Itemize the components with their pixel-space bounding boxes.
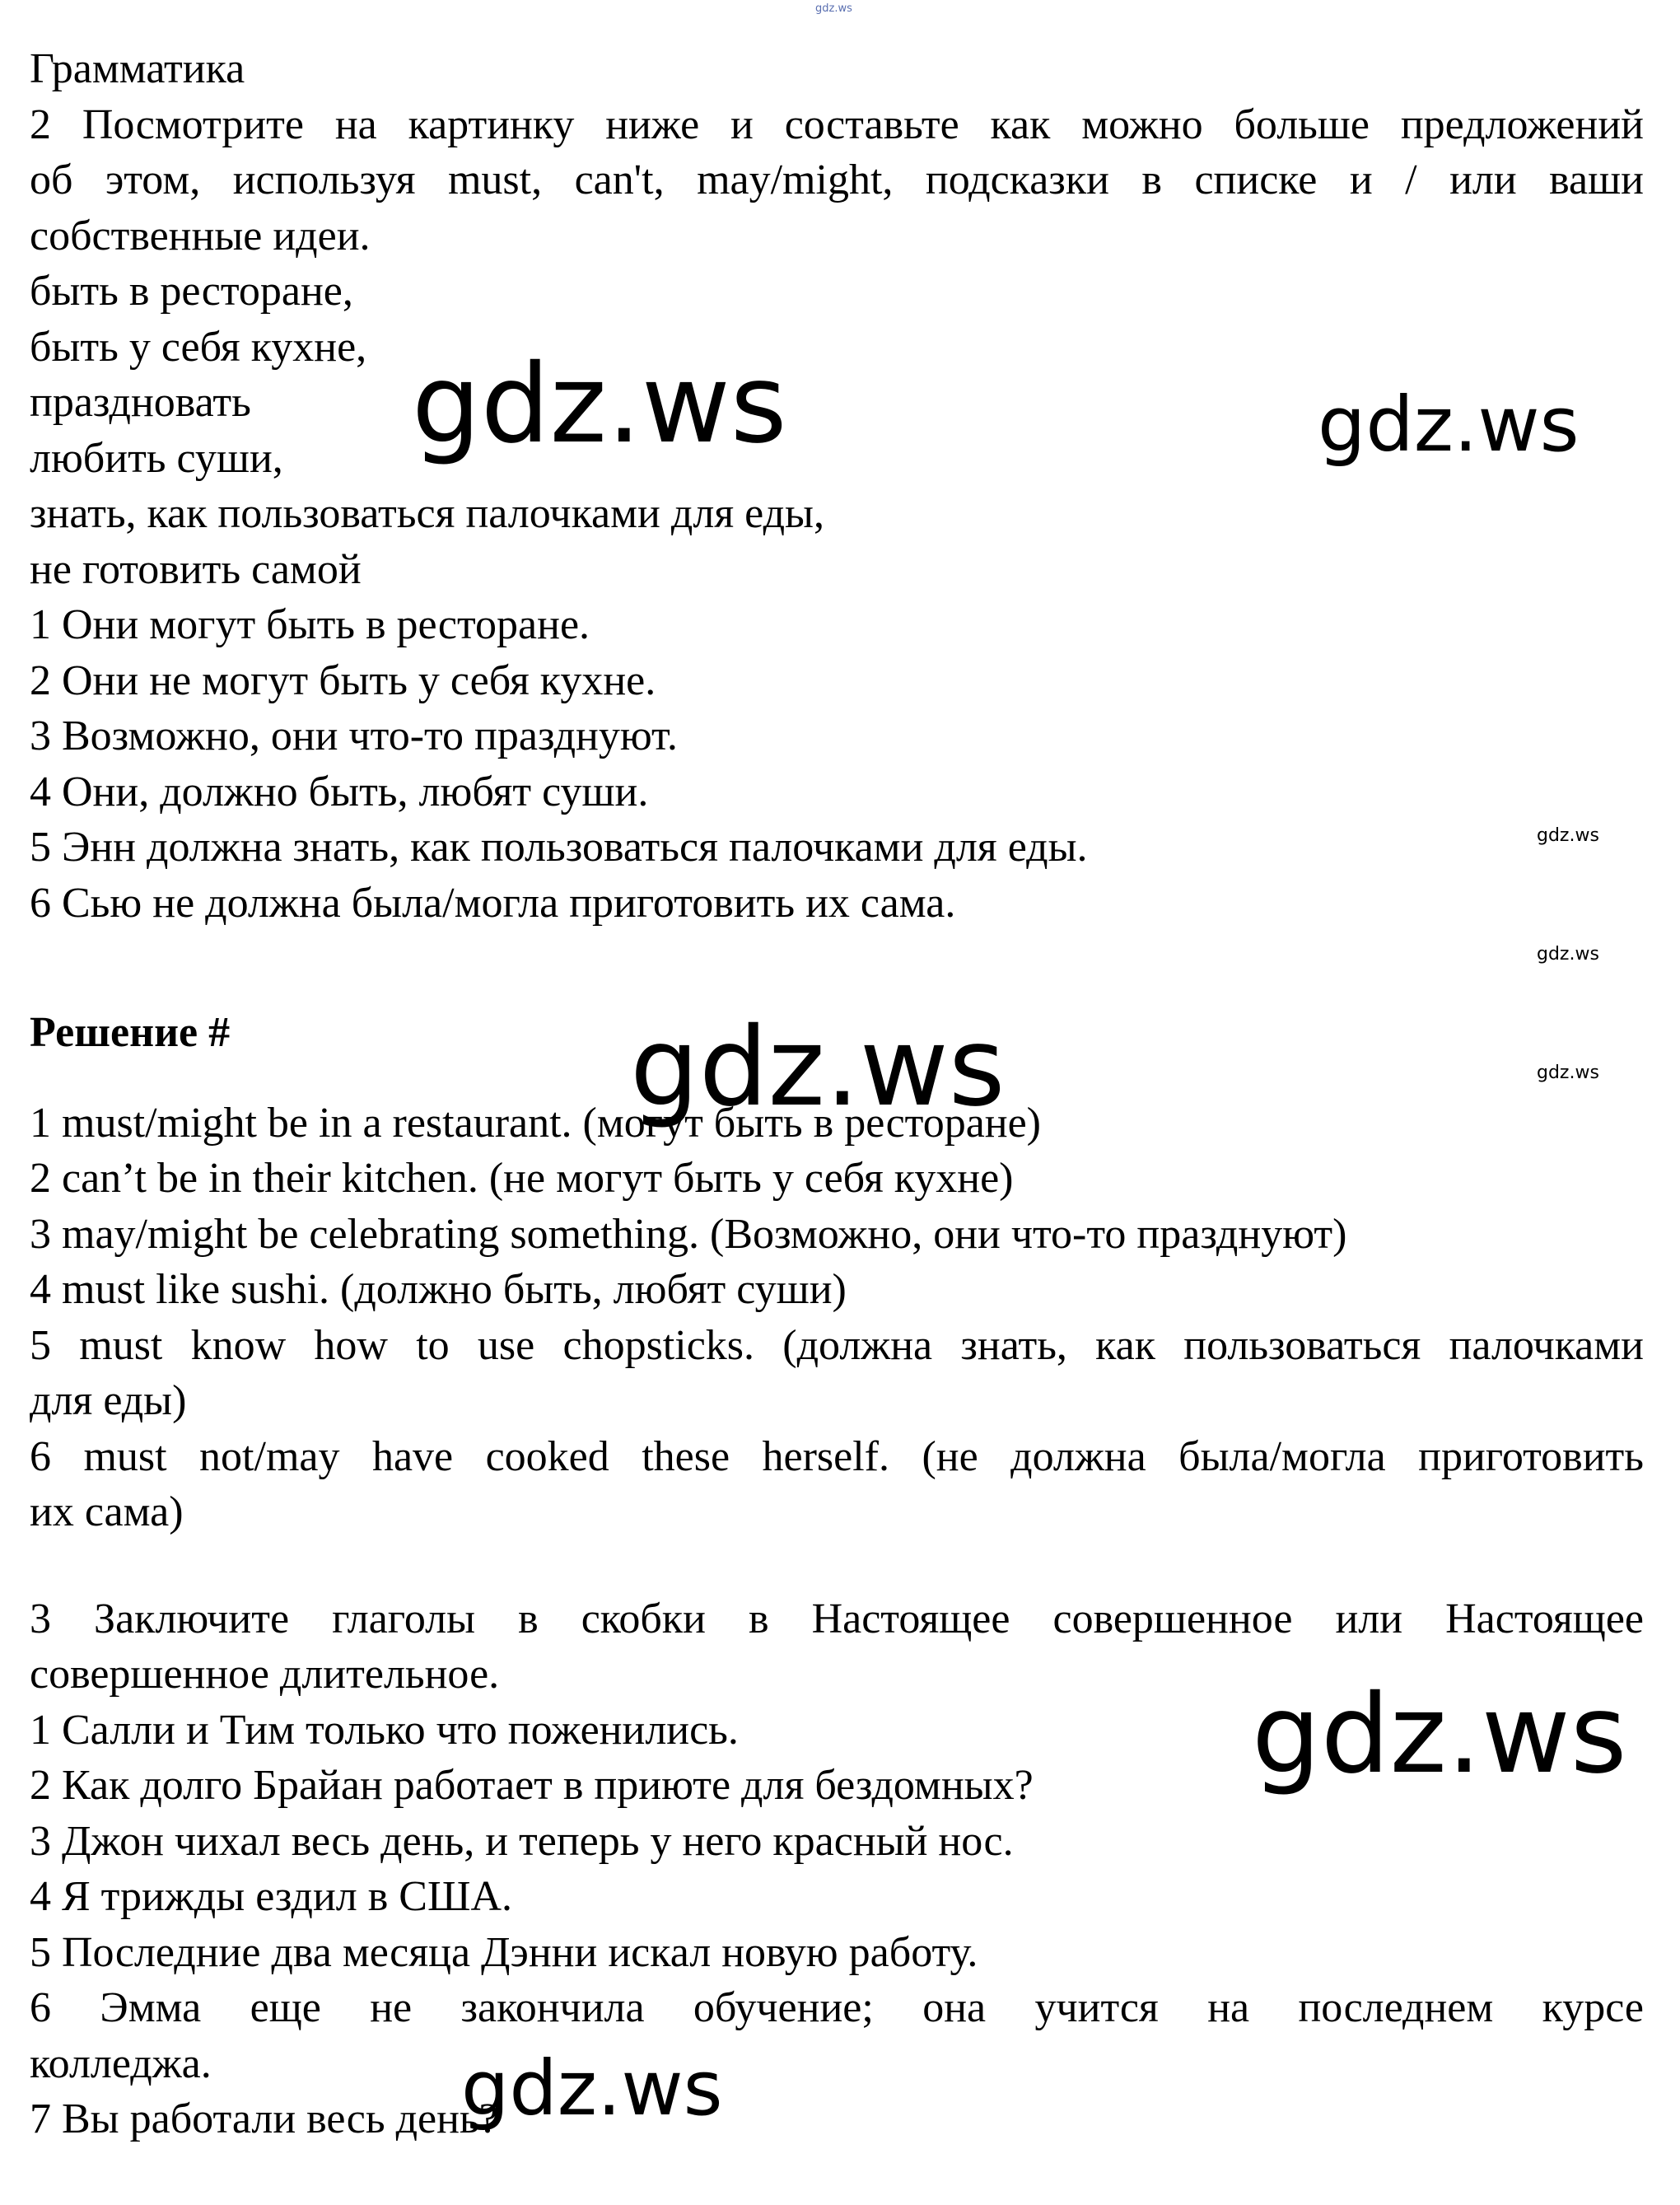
exercise3-item: колледжа. xyxy=(30,2039,212,2087)
prompt-item: знать, как пользоваться палочками для еды, xyxy=(30,490,824,537)
watermark: gdz.ws xyxy=(1537,1063,1599,1083)
solution-line: 2 can’t be in their kitchen. (не могут быть у себя кухне) xyxy=(30,1155,1014,1202)
solution-line: их сама) xyxy=(30,1488,184,1535)
sentence-item: 1 Они могут быть в ресторане. xyxy=(30,601,590,648)
prompt-item: не готовить самой xyxy=(30,545,362,593)
prompt-item: быть у себя кухне, xyxy=(30,323,367,371)
exercise3-instruction-line: 3 Заключите глаголы в скобки в Настоящее совершенное или Настоящее xyxy=(30,1595,1644,1642)
exercise3-item: 1 Салли и Тим только что поженились. xyxy=(30,1706,739,1754)
exercise3-item: 2 Как долго Брайан работает в приюте для бездомных? xyxy=(30,1762,1034,1809)
solution-heading: Решение # xyxy=(30,1009,231,1056)
solution-line: 3 may/might be celebrating something. (Возможно, они что-то празднуют) xyxy=(30,1210,1347,1258)
sentence-item: 4 Они, должно быть, любят суши. xyxy=(30,768,649,815)
solution-line: 1 must/might be in a restaurant. (могут быть в ресторане) xyxy=(30,1099,1041,1147)
prompt-item: быть в ресторане, xyxy=(30,268,353,315)
watermark: gdz.ws xyxy=(815,2,852,15)
exercise3-item: 4 Я трижды ездил в США. xyxy=(30,1873,512,1920)
watermark: gdz.ws xyxy=(461,2044,723,2133)
solution-line: для еды) xyxy=(30,1377,187,1424)
sentence-item: 6 Сью не должна была/могла приготовить их сама. xyxy=(30,879,956,927)
solution-line: 6 must not/may have cooked these herself. (не должна была/могла приготовить xyxy=(30,1432,1644,1480)
exercise3-item: 3 Джон чихал весь день, и теперь у него красный нос. xyxy=(30,1817,1014,1865)
exercise3-item: 6 Эмма еще не закончила обучение; она учится на последнем курсе xyxy=(30,1984,1644,2031)
watermark: gdz.ws xyxy=(412,341,787,468)
solution-line: 4 must like sushi. (должно быть, любят суши) xyxy=(30,1266,847,1313)
exercise2-instruction-line: собственные идеи. xyxy=(30,212,371,259)
watermark: gdz.ws xyxy=(630,1004,1006,1131)
watermark: gdz.ws xyxy=(1318,381,1580,469)
section-title: Грамматика xyxy=(30,45,245,92)
exercise3-item: 5 Последние два месяца Дэнни искал новую работу. xyxy=(30,1928,978,1976)
sentence-item: 5 Энн должна знать, как пользоваться палочками для еды. xyxy=(30,824,1088,871)
sentence-item: 3 Возможно, они что-то празднуют. xyxy=(30,712,678,759)
spacer xyxy=(30,1540,1644,1591)
prompt-item: праздновать xyxy=(30,379,251,426)
exercise3-item: 7 Вы работали весь день? xyxy=(30,2095,498,2142)
solution-line: 5 must know how to use chopsticks. (должна знать, как пользоваться палочками xyxy=(30,1321,1644,1369)
spacer xyxy=(30,931,1644,1005)
exercise2-instruction-line: 2 Посмотрите на картинку ниже и составьте как можно больше предложений xyxy=(30,100,1644,148)
watermark: gdz.ws xyxy=(1537,944,1599,965)
watermark: gdz.ws xyxy=(1252,1671,1627,1798)
exercise3-instruction-line: совершенное длительное. xyxy=(30,1651,500,1698)
sentence-item: 2 Они не могут быть у себя кухне. xyxy=(30,656,656,704)
exercise2-instruction-line: об этом, используя must, can't, may/might, подсказки в списке и / или ваши xyxy=(30,156,1644,203)
prompt-item: любить суши, xyxy=(30,434,283,482)
watermark: gdz.ws xyxy=(1537,825,1599,846)
